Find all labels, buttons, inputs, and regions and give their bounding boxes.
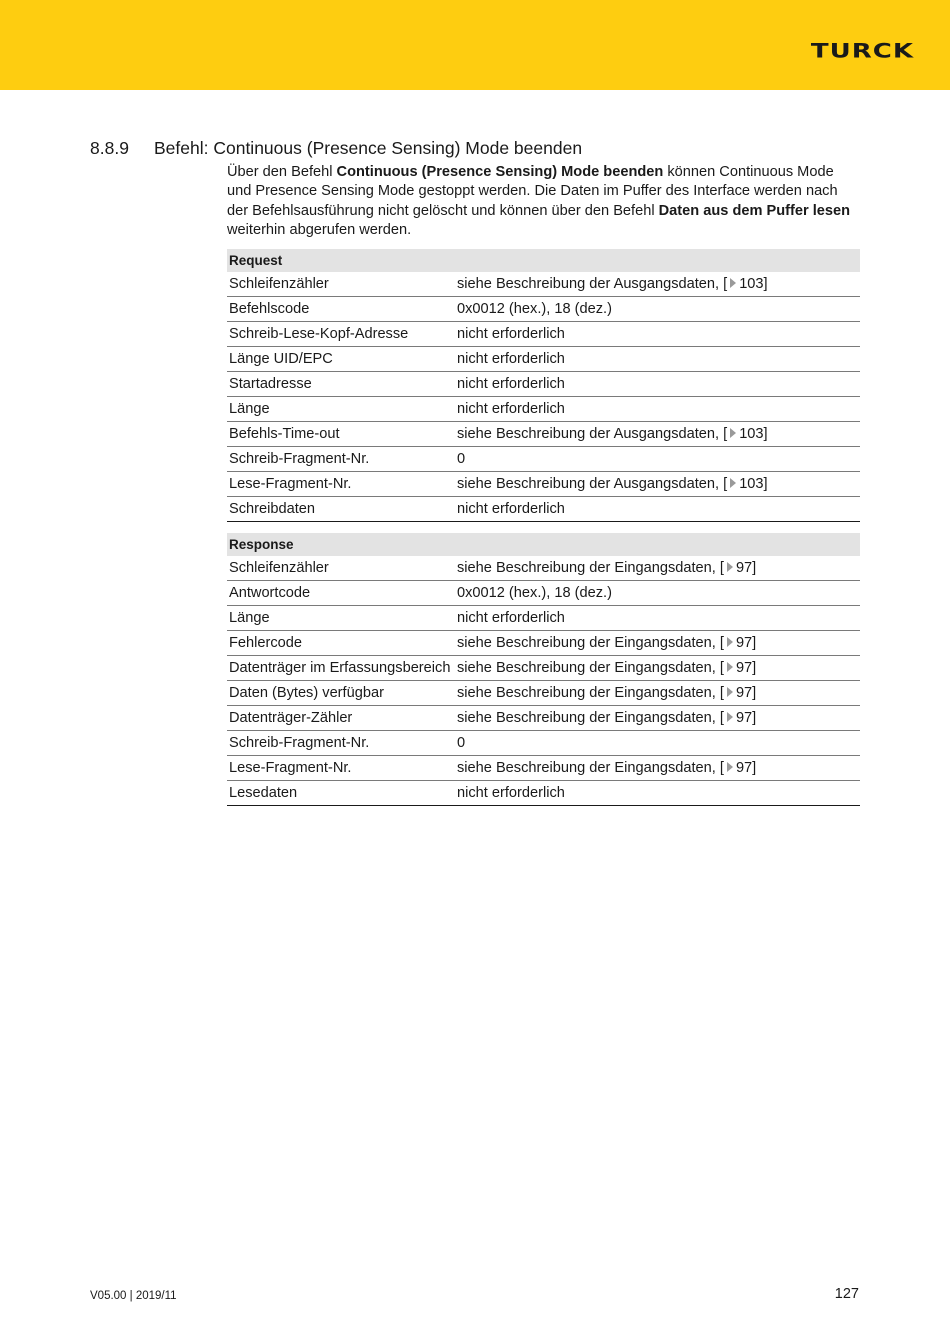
parameter-value bbox=[455, 347, 860, 372]
parameter-value bbox=[455, 422, 860, 447]
value-text: siehe Beschreibung der Eingangsdaten, [ bbox=[457, 635, 724, 651]
table-row bbox=[227, 322, 860, 347]
section-title: Befehl: Continuous (Presence Sensing) Mode beenden bbox=[154, 138, 583, 158]
parameter-value bbox=[455, 681, 860, 706]
parameter-value bbox=[455, 447, 860, 472]
cross-reference-arrow-icon bbox=[727, 687, 733, 697]
table-row bbox=[227, 706, 860, 731]
cross-reference-link[interactable]: 103] bbox=[739, 476, 768, 492]
table-row bbox=[227, 347, 860, 372]
value-text: siehe Beschreibung der Ausgangsdaten, [ bbox=[457, 476, 728, 492]
parameter-value bbox=[455, 606, 860, 631]
cross-reference-link[interactable]: 97] bbox=[735, 560, 757, 576]
parameter-value bbox=[455, 397, 860, 422]
parameter-name: Fehlercode bbox=[227, 631, 455, 656]
table-row bbox=[227, 556, 860, 581]
parameter-value bbox=[455, 272, 860, 297]
parameter-value bbox=[455, 656, 860, 681]
value-text: nicht erforderlich bbox=[457, 376, 565, 392]
cross-reference-link[interactable]: 97] bbox=[735, 710, 757, 726]
value-text: siehe Beschreibung der Eingangsdaten, [ bbox=[457, 710, 724, 726]
parameter-value bbox=[455, 706, 860, 731]
parameter-name: Lese-Fragment-Nr. bbox=[227, 756, 455, 781]
request-table-header: Request bbox=[227, 249, 860, 272]
intro-text-1: Über den Befehl bbox=[227, 164, 337, 180]
value-text: siehe Beschreibung der Eingangsdaten, [ bbox=[457, 660, 724, 676]
value-text: 0 bbox=[457, 735, 466, 751]
value-text: 0x0012 (hex.), 18 (dez.) bbox=[457, 585, 612, 601]
parameter-name: Datenträger im Erfassungsbereich bbox=[227, 656, 455, 681]
table-row bbox=[227, 397, 860, 422]
cross-reference-arrow-icon bbox=[727, 762, 733, 772]
parameter-value bbox=[455, 631, 860, 656]
parameter-name: Schreib-Fragment-Nr. bbox=[227, 731, 455, 756]
parameter-value bbox=[455, 556, 860, 581]
value-text: nicht erforderlich bbox=[457, 401, 565, 417]
parameter-name: Befehlscode bbox=[227, 297, 455, 322]
cross-reference-arrow-icon bbox=[730, 478, 736, 488]
parameter-value bbox=[455, 297, 860, 322]
parameter-name: Befehls-Time-out bbox=[227, 422, 455, 447]
cross-reference-link[interactable]: 97] bbox=[735, 685, 757, 701]
response-table-header: Response bbox=[227, 533, 860, 556]
parameter-name: Schleifenzähler bbox=[227, 272, 455, 297]
page-number: 127 bbox=[834, 1286, 859, 1302]
table-row bbox=[227, 681, 860, 706]
parameter-name: Antwortcode bbox=[227, 581, 455, 606]
parameter-value bbox=[455, 372, 860, 397]
parameter-name: Lesedaten bbox=[227, 781, 455, 806]
request-table bbox=[227, 249, 860, 522]
parameter-value bbox=[455, 497, 860, 522]
intro-text-3: weiterhin abgerufen werden. bbox=[227, 221, 412, 238]
parameter-name: Lese-Fragment-Nr. bbox=[227, 472, 455, 497]
value-text: siehe Beschreibung der Eingangsdaten, [ bbox=[457, 760, 724, 776]
table-row bbox=[227, 272, 860, 297]
table-row bbox=[227, 656, 860, 681]
parameter-name: Datenträger-Zähler bbox=[227, 706, 455, 731]
parameter-name: Schleifenzähler bbox=[227, 556, 455, 581]
value-text: siehe Beschreibung der Eingangsdaten, [ bbox=[457, 560, 724, 576]
parameter-name: Schreib-Fragment-Nr. bbox=[227, 447, 455, 472]
parameter-name: Länge bbox=[227, 606, 455, 631]
parameter-name: Daten (Bytes) verfügbar bbox=[227, 681, 455, 706]
section-heading bbox=[90, 138, 582, 159]
cross-reference-link[interactable]: 97] bbox=[735, 760, 757, 776]
turck-logo: TURCK bbox=[810, 40, 914, 63]
header-bar bbox=[0, 0, 950, 90]
value-text: siehe Beschreibung der Eingangsdaten, [ bbox=[457, 685, 724, 701]
intro-paragraph bbox=[227, 163, 857, 240]
table-row bbox=[227, 372, 860, 397]
cross-reference-arrow-icon bbox=[730, 278, 736, 288]
parameter-value bbox=[455, 322, 860, 347]
table-row bbox=[227, 581, 860, 606]
parameter-value bbox=[455, 731, 860, 756]
parameter-name: Schreibdaten bbox=[227, 497, 455, 522]
table-row bbox=[227, 781, 860, 806]
value-text: nicht erforderlich bbox=[457, 610, 565, 626]
cross-reference-arrow-icon bbox=[727, 562, 733, 572]
intro-bold-command: Continuous (Presence Sensing) Mode beenden bbox=[336, 164, 664, 180]
value-text: 0 bbox=[457, 451, 466, 467]
parameter-value bbox=[455, 781, 860, 806]
intro-text-2: können Continuous Mode und Presence Sensing Mode gestoppt werden. Die Daten im Puffer des Interface werden nach der Befehlsausführung nicht gelöscht und können über den Befehl bbox=[227, 164, 838, 219]
value-text: siehe Beschreibung der Ausgangsdaten, [ bbox=[457, 426, 728, 442]
section-number: 8.8.9 bbox=[90, 138, 129, 158]
value-text: nicht erforderlich bbox=[457, 351, 565, 367]
parameter-value bbox=[455, 581, 860, 606]
cross-reference-arrow-icon bbox=[727, 637, 733, 647]
table-row bbox=[227, 756, 860, 781]
value-text: nicht erforderlich bbox=[457, 326, 565, 342]
table-row bbox=[227, 447, 860, 472]
table-row bbox=[227, 472, 860, 497]
table-row bbox=[227, 731, 860, 756]
table-row bbox=[227, 606, 860, 631]
table-row bbox=[227, 297, 860, 322]
cross-reference-arrow-icon bbox=[730, 428, 736, 438]
table-row bbox=[227, 497, 860, 522]
cross-reference-arrow-icon bbox=[727, 662, 733, 672]
value-text: siehe Beschreibung der Ausgangsdaten, [ bbox=[457, 276, 728, 292]
parameter-value bbox=[455, 756, 860, 781]
table-row bbox=[227, 422, 860, 447]
footer-version: V05.00 | 2019/11 bbox=[90, 1290, 177, 1302]
parameter-name: Schreib-Lese-Kopf-Adresse bbox=[227, 322, 455, 347]
value-text: nicht erforderlich bbox=[457, 501, 565, 517]
response-table bbox=[227, 533, 860, 806]
value-text: nicht erforderlich bbox=[457, 785, 565, 801]
parameter-name: Länge UID/EPC bbox=[227, 347, 455, 372]
parameter-name: Länge bbox=[227, 397, 455, 422]
cross-reference-link[interactable]: 103] bbox=[739, 426, 768, 442]
cross-reference-arrow-icon bbox=[727, 712, 733, 722]
value-text: 0x0012 (hex.), 18 (dez.) bbox=[457, 301, 612, 317]
parameter-name: Startadresse bbox=[227, 372, 455, 397]
parameter-value bbox=[455, 472, 860, 497]
table-row bbox=[227, 631, 860, 656]
cross-reference-link[interactable]: 97] bbox=[735, 660, 757, 676]
cross-reference-link[interactable]: 97] bbox=[735, 635, 757, 651]
cross-reference-link[interactable]: 103] bbox=[739, 276, 768, 292]
intro-bold-buffer-command: Daten aus dem Puffer lesen bbox=[658, 202, 851, 219]
